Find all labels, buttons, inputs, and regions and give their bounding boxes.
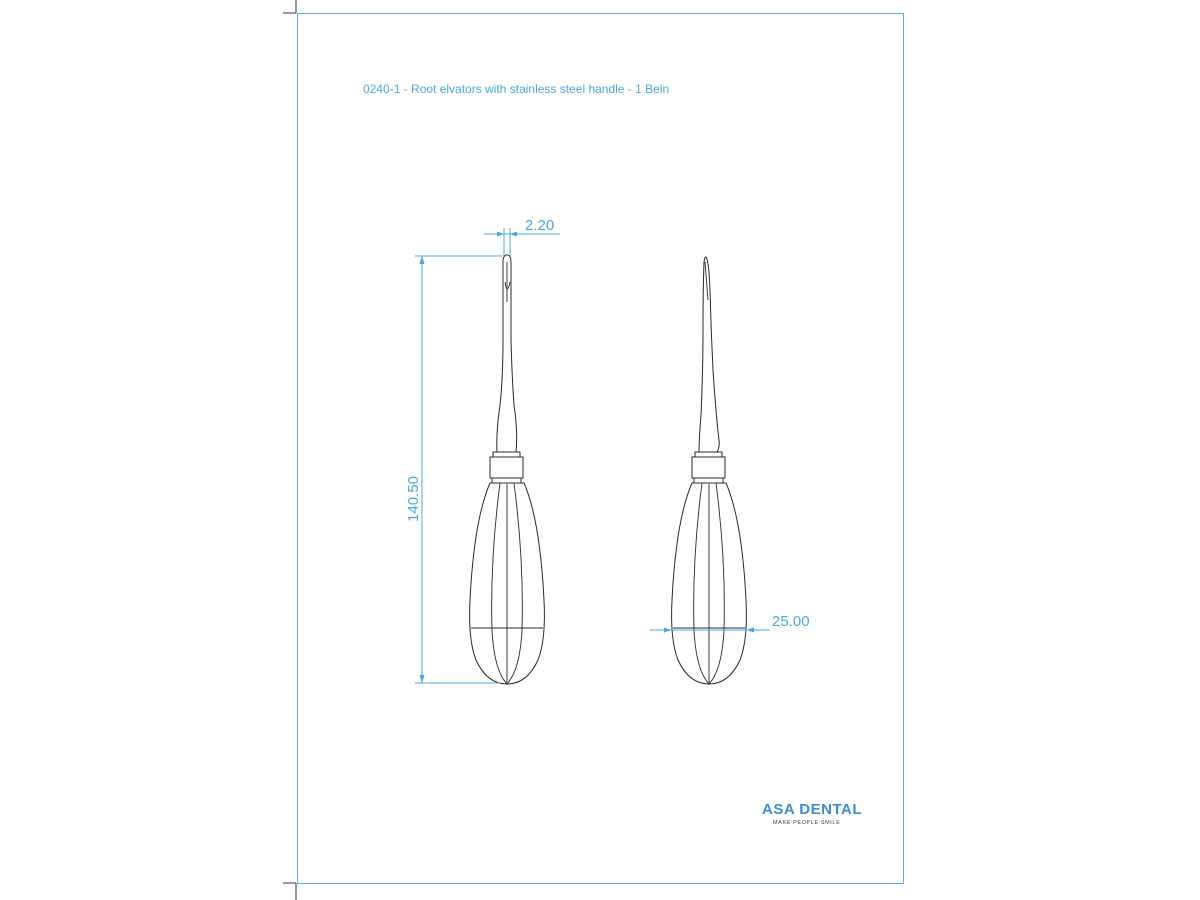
crop-marks: [283, 0, 296, 900]
drawing-frame: [298, 14, 904, 884]
logo-wordmark: ASA DENTAL: [762, 801, 862, 818]
drawing-title: 0240-1 - Root elvators with stainless steel handle - 1 Bein: [363, 82, 670, 96]
dimension-overall-length-value: 140.50: [405, 476, 422, 522]
logo-tagline: MAKE PEOPLE SMILE: [773, 820, 841, 826]
dimension-tip-width: [484, 217, 560, 256]
elevator-side-view: [672, 257, 747, 684]
asa-dental-logo: [762, 801, 862, 826]
elevator-front-view: [470, 255, 545, 684]
dimension-tip-width-value: 2.20: [525, 217, 555, 234]
dimension-handle-diameter-value: 25.00: [772, 613, 810, 630]
